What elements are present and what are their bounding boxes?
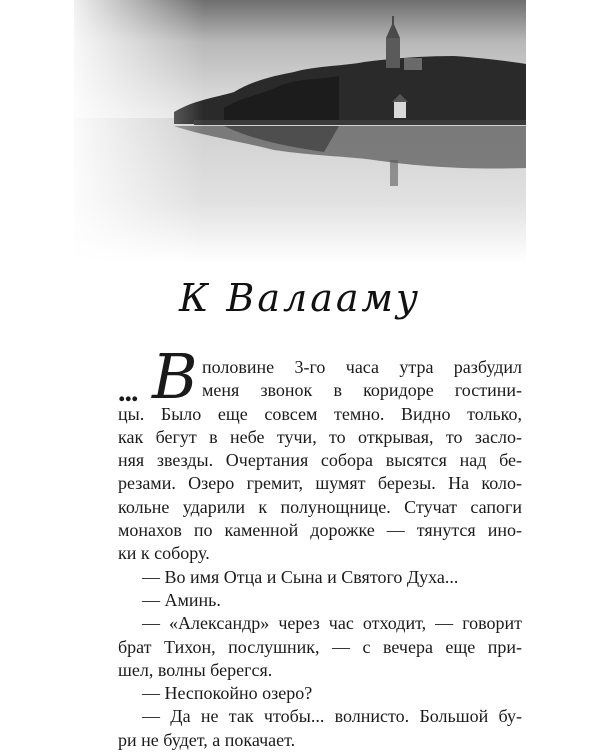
dropcap-ellipsis: ... bbox=[118, 375, 138, 408]
chapter-title: К Валааму bbox=[178, 276, 422, 320]
dialogue-line: брат Тихон, послушник, — с вечера еще при- bbox=[118, 636, 522, 657]
text-line: кольне ударили к полунощнице. Стучат сапоги bbox=[118, 496, 522, 517]
text-line: как бегут в небе тучи, то открывая, то засло- bbox=[118, 426, 522, 447]
dropcap-letter: В bbox=[152, 340, 198, 413]
dialogue-line: шел, волны берегся. bbox=[118, 659, 273, 680]
dialogue-line: ри не будет, а покачает. bbox=[118, 729, 296, 750]
opening-paragraph bbox=[118, 340, 522, 413]
chapter-body bbox=[118, 340, 522, 752]
dialogue-line: — Аминь. bbox=[142, 589, 221, 610]
text-line: цы. Было еще совсем темно. Видно только, bbox=[118, 403, 522, 424]
dialogue-line: — Неспокойно озеро? bbox=[142, 683, 313, 704]
text-line: резами. Озеро гремит, шумят березы. На коло- bbox=[118, 473, 522, 494]
text-line: няя звезды. Очертания собора высятся над бе- bbox=[118, 450, 522, 471]
text-line: ки к собору. bbox=[118, 543, 210, 564]
text-line: половине 3-го часа утра разбудил bbox=[202, 357, 522, 377]
dialogue-line: — Во имя Отца и Сына и Святого Духа... bbox=[142, 566, 459, 587]
dialogue-line: — «Александр» через час отходит, — говорит bbox=[142, 613, 522, 634]
lake-monastery-photo bbox=[74, 0, 526, 262]
text-line: монахов по каменной дорожке — тянутся ино- bbox=[118, 520, 522, 541]
dialogue-line: — Да не так чтобы... волнисто. Большой бу- bbox=[142, 706, 522, 727]
text-line: меня звонок в коридоре гостини- bbox=[202, 380, 522, 401]
